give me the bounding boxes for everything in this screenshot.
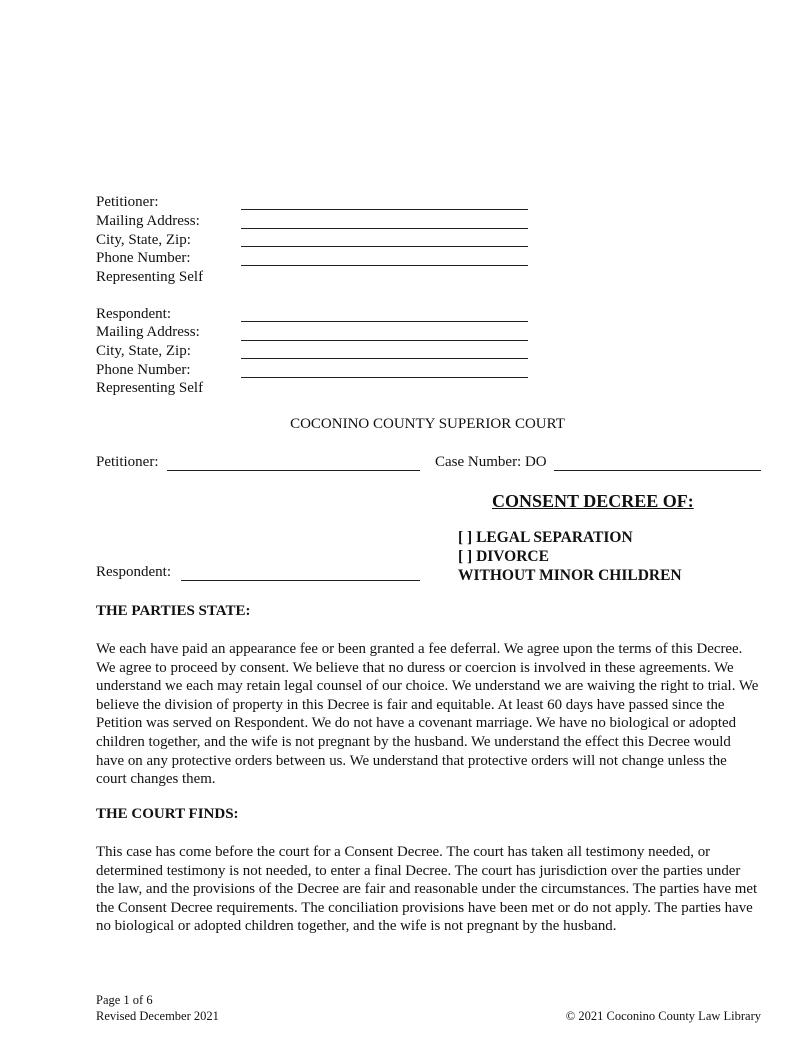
respondent-address-line[interactable] [241, 340, 528, 341]
option-legal-separation[interactable]: [ ] LEGAL SEPARATION [458, 529, 633, 546]
revised-date: Revised December 2021 [96, 1009, 219, 1023]
petitioner-mailing-label: Mailing Address: [96, 213, 200, 229]
petitioner-phone-line[interactable] [241, 265, 528, 266]
respondent-phone-line[interactable] [241, 377, 528, 378]
parties-state-heading: THE PARTIES STATE: [96, 603, 251, 619]
petitioner-city-label: City, State, Zip: [96, 232, 191, 248]
court-finds-paragraph: This case has come before the court for a Consent Decree. The court has taken all testimony needed, or determined testimony is not needed, to enter a final Decree. The court has jurisdiction over the parties under the law, and the provisions of the Decree are fair and reasonable under the circumstances. The parties have met the Consent Decree requirements. The conciliation provisions have been met or do not apply. The parties have no biological or adopted children together, and the wife is not pregnant by the husband. [96, 844, 758, 935]
decree-qualifier: WITHOUT MINOR CHILDREN [458, 567, 682, 584]
caption-petitioner-line[interactable] [167, 470, 420, 471]
respondent-city-label: City, State, Zip: [96, 343, 191, 359]
case-number-line[interactable] [554, 470, 761, 471]
petitioner-city-line[interactable] [241, 246, 528, 247]
copyright-notice: © 2021 Coconino County Law Library [565, 1009, 761, 1023]
petitioner-representing-label: Representing Self [96, 269, 204, 285]
respondent-name-line[interactable] [241, 321, 528, 322]
petitioner-label: Petitioner: [96, 194, 159, 210]
respondent-label: Respondent: [96, 306, 171, 322]
caption-respondent-label: Respondent: [96, 564, 171, 580]
petitioner-address-line[interactable] [241, 228, 528, 229]
decree-title: CONSENT DECREE OF: [492, 491, 694, 511]
respondent-mailing-label: Mailing Address: [96, 324, 200, 340]
respondent-representing-label: Representing Self [96, 380, 204, 396]
option-divorce[interactable]: [ ] DIVORCE [458, 548, 549, 565]
caption-respondent-line[interactable] [181, 580, 420, 581]
court-name: COCONINO COUNTY SUPERIOR COURT [290, 416, 565, 432]
respondent-city-line[interactable] [241, 358, 528, 359]
page-number: Page 1 of 6 [96, 993, 153, 1007]
petitioner-name-line[interactable] [241, 209, 528, 210]
court-finds-heading: THE COURT FINDS: [96, 806, 239, 822]
caption-petitioner-label: Petitioner: [96, 454, 159, 470]
petitioner-phone-label: Phone Number: [96, 250, 191, 266]
case-number-label: Case Number: DO [435, 454, 547, 470]
respondent-phone-label: Phone Number: [96, 362, 191, 378]
parties-state-paragraph: We each have paid an appearance fee or been granted a fee deferral. We agree upon the terms of this Decree. We agree to proceed by consent. We believe that no duress or coercion is involved in these agreements. We understand we each may retain legal counsel of our choice. We understand we are waiving the right to trial. We believe the division of property in this Decree is fair and equitable. At least 60 days have passed since the Petition was served on Respondent. We do not have a covenant marriage. We have no biological or adopted children together, and the wife is not pregnant by the husband. We understand the effect this Decree would have on any protective orders between us. We understand that protective orders will not change unless the court changes them. [96, 641, 759, 788]
